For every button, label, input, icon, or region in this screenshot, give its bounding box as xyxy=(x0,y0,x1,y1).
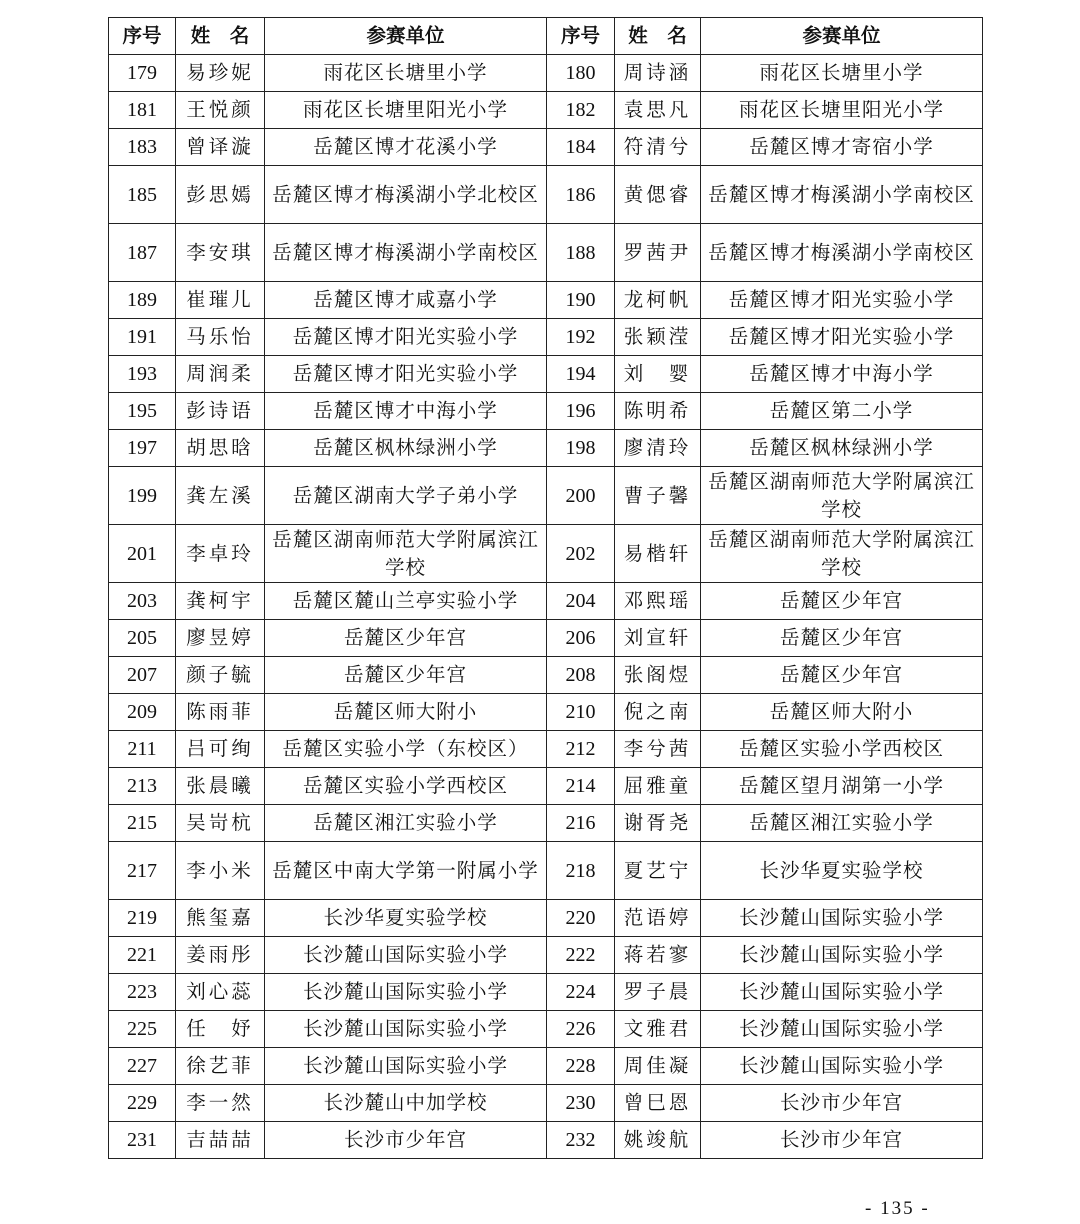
row-number: 220 xyxy=(547,900,615,937)
participant-school: 岳麓区湖南师范大学附属滨江学校 xyxy=(265,525,547,583)
row-number: 222 xyxy=(547,937,615,974)
participant-school: 岳麓区博才花溪小学 xyxy=(265,129,547,166)
participant-name: 廖清玲 xyxy=(615,430,701,467)
participant-name: 彭思嫣 xyxy=(176,166,265,224)
row-number: 198 xyxy=(547,430,615,467)
participant-school: 雨花区长塘里阳光小学 xyxy=(265,92,547,129)
participant-school: 长沙麓山国际实验小学 xyxy=(265,1011,547,1048)
row-number: 196 xyxy=(547,393,615,430)
row-number: 190 xyxy=(547,282,615,319)
row-number: 230 xyxy=(547,1085,615,1122)
participant-name: 黄偲睿 xyxy=(615,166,701,224)
table-row xyxy=(109,583,983,620)
table-row xyxy=(109,55,983,92)
participant-school: 岳麓区博才梅溪湖小学北校区 xyxy=(265,166,547,224)
participant-name: 张阁煜 xyxy=(615,657,701,694)
participant-school: 长沙市少年宫 xyxy=(701,1085,983,1122)
participant-name: 蒋若寥 xyxy=(615,937,701,974)
participant-school: 长沙麓山国际实验小学 xyxy=(701,937,983,974)
participant-name: 夏艺宁 xyxy=(615,842,701,900)
participant-school: 岳麓区少年宫 xyxy=(265,657,547,694)
row-number: 215 xyxy=(109,805,176,842)
row-number: 204 xyxy=(547,583,615,620)
table-row xyxy=(109,694,983,731)
row-number: 189 xyxy=(109,282,176,319)
row-number: 200 xyxy=(547,467,615,525)
participant-name: 倪之南 xyxy=(615,694,701,731)
participant-name: 刘 婴 xyxy=(615,356,701,393)
participant-school: 岳麓区博才阳光实验小学 xyxy=(265,319,547,356)
participant-name: 曾译漩 xyxy=(176,129,265,166)
row-number: 201 xyxy=(109,525,176,583)
header-num: 序号 xyxy=(109,18,176,55)
table-row xyxy=(109,525,983,583)
table-row xyxy=(109,974,983,1011)
row-number: 226 xyxy=(547,1011,615,1048)
participant-school: 岳麓区博才梅溪湖小学南校区 xyxy=(701,166,983,224)
participant-name: 胡思晗 xyxy=(176,430,265,467)
participant-name: 罗子晨 xyxy=(615,974,701,1011)
row-number: 184 xyxy=(547,129,615,166)
row-number: 186 xyxy=(547,166,615,224)
participant-school: 岳麓区实验小学西校区 xyxy=(265,768,547,805)
participant-name: 徐艺菲 xyxy=(176,1048,265,1085)
row-number: 187 xyxy=(109,224,176,282)
header-num-2: 序号 xyxy=(547,18,615,55)
participant-school: 岳麓区博才咸嘉小学 xyxy=(265,282,547,319)
row-number: 223 xyxy=(109,974,176,1011)
participant-name: 易楷轩 xyxy=(615,525,701,583)
participant-school: 岳麓区博才中海小学 xyxy=(265,393,547,430)
participant-school: 岳麓区少年宫 xyxy=(701,620,983,657)
participant-school: 长沙麓山国际实验小学 xyxy=(701,1048,983,1085)
row-number: 195 xyxy=(109,393,176,430)
row-number: 227 xyxy=(109,1048,176,1085)
table-row xyxy=(109,731,983,768)
participant-name: 邓熙瑶 xyxy=(615,583,701,620)
participant-name: 王悦颜 xyxy=(176,92,265,129)
table-row xyxy=(109,768,983,805)
participant-school: 岳麓区师大附小 xyxy=(265,694,547,731)
row-number: 212 xyxy=(547,731,615,768)
header-row xyxy=(109,18,983,55)
row-number: 191 xyxy=(109,319,176,356)
table-row xyxy=(109,805,983,842)
row-number: 199 xyxy=(109,467,176,525)
row-number: 182 xyxy=(547,92,615,129)
participant-name: 罗茜尹 xyxy=(615,224,701,282)
participant-school: 岳麓区枫林绿洲小学 xyxy=(701,430,983,467)
participant-school: 长沙麓山国际实验小学 xyxy=(265,937,547,974)
row-number: 219 xyxy=(109,900,176,937)
participant-name: 屈雅童 xyxy=(615,768,701,805)
participant-name: 张晨曦 xyxy=(176,768,265,805)
participant-name: 彭诗语 xyxy=(176,393,265,430)
row-number: 221 xyxy=(109,937,176,974)
row-number: 208 xyxy=(547,657,615,694)
participant-school: 岳麓区少年宫 xyxy=(701,583,983,620)
participant-school: 长沙华夏实验学校 xyxy=(701,842,983,900)
table-row xyxy=(109,1048,983,1085)
participant-name: 符清兮 xyxy=(615,129,701,166)
participant-name: 谢胥尧 xyxy=(615,805,701,842)
participant-name: 熊玺嘉 xyxy=(176,900,265,937)
participant-name: 周润柔 xyxy=(176,356,265,393)
table-row xyxy=(109,842,983,900)
participant-school: 岳麓区博才阳光实验小学 xyxy=(701,319,983,356)
participant-school: 岳麓区博才阳光实验小学 xyxy=(701,282,983,319)
participant-name: 龚左溪 xyxy=(176,467,265,525)
row-number: 224 xyxy=(547,974,615,1011)
participant-name: 袁思凡 xyxy=(615,92,701,129)
participant-name: 周佳凝 xyxy=(615,1048,701,1085)
participant-name: 姚竣航 xyxy=(615,1122,701,1159)
participant-name: 李一然 xyxy=(176,1085,265,1122)
row-number: 203 xyxy=(109,583,176,620)
table-row xyxy=(109,282,983,319)
participant-name: 吕可绚 xyxy=(176,731,265,768)
participant-name: 吴岢杭 xyxy=(176,805,265,842)
participant-school: 岳麓区麓山兰亭实验小学 xyxy=(265,583,547,620)
row-number: 231 xyxy=(109,1122,176,1159)
participant-school: 长沙麓山国际实验小学 xyxy=(701,900,983,937)
table-row xyxy=(109,620,983,657)
row-number: 207 xyxy=(109,657,176,694)
table-row xyxy=(109,1011,983,1048)
participant-name: 马乐怡 xyxy=(176,319,265,356)
row-number: 181 xyxy=(109,92,176,129)
participant-name: 陈明希 xyxy=(615,393,701,430)
header-name: 姓 名 xyxy=(176,18,265,55)
header-org-2: 参赛单位 xyxy=(701,18,983,55)
header-name-2: 姓 名 xyxy=(615,18,701,55)
header-org: 参赛单位 xyxy=(265,18,547,55)
table-row xyxy=(109,467,983,525)
participant-name: 刘宣轩 xyxy=(615,620,701,657)
row-number: 193 xyxy=(109,356,176,393)
table-row xyxy=(109,224,983,282)
participant-school: 雨花区长塘里小学 xyxy=(265,55,547,92)
table-row xyxy=(109,657,983,694)
table-row xyxy=(109,356,983,393)
participant-school: 雨花区长塘里阳光小学 xyxy=(701,92,983,129)
row-number: 209 xyxy=(109,694,176,731)
participant-name: 李卓玲 xyxy=(176,525,265,583)
participant-name: 崔璀儿 xyxy=(176,282,265,319)
row-number: 188 xyxy=(547,224,615,282)
participant-name: 颜子毓 xyxy=(176,657,265,694)
participant-school: 长沙麓山国际实验小学 xyxy=(265,1048,547,1085)
page-number: - 135 - xyxy=(865,1198,930,1219)
row-number: 228 xyxy=(547,1048,615,1085)
participant-name: 吉喆喆 xyxy=(176,1122,265,1159)
participant-school: 长沙麓山国际实验小学 xyxy=(701,974,983,1011)
participant-name: 易珍妮 xyxy=(176,55,265,92)
participant-school: 岳麓区博才梅溪湖小学南校区 xyxy=(701,224,983,282)
participant-school: 岳麓区博才寄宿小学 xyxy=(701,129,983,166)
participant-school: 长沙市少年宫 xyxy=(265,1122,547,1159)
table-row xyxy=(109,430,983,467)
participant-school: 长沙麓山国际实验小学 xyxy=(701,1011,983,1048)
row-number: 211 xyxy=(109,731,176,768)
participant-school: 长沙市少年宫 xyxy=(701,1122,983,1159)
participant-name: 刘心蕊 xyxy=(176,974,265,1011)
participant-school: 岳麓区少年宫 xyxy=(701,657,983,694)
participant-name: 龙柯帆 xyxy=(615,282,701,319)
row-number: 194 xyxy=(547,356,615,393)
participant-name: 李小米 xyxy=(176,842,265,900)
table-row xyxy=(109,1085,983,1122)
participant-name: 任 妤 xyxy=(176,1011,265,1048)
row-number: 206 xyxy=(547,620,615,657)
participant-school: 长沙华夏实验学校 xyxy=(265,900,547,937)
participant-school: 岳麓区湖南大学子弟小学 xyxy=(265,467,547,525)
participant-school: 岳麓区实验小学西校区 xyxy=(701,731,983,768)
participant-school: 岳麓区师大附小 xyxy=(701,694,983,731)
participant-name: 龚柯宇 xyxy=(176,583,265,620)
table-row xyxy=(109,900,983,937)
participant-name: 姜雨彤 xyxy=(176,937,265,974)
row-number: 202 xyxy=(547,525,615,583)
participant-name: 曹子馨 xyxy=(615,467,701,525)
participant-school: 长沙麓山国际实验小学 xyxy=(265,974,547,1011)
row-number: 192 xyxy=(547,319,615,356)
row-number: 210 xyxy=(547,694,615,731)
participant-school: 岳麓区湘江实验小学 xyxy=(701,805,983,842)
participant-school: 岳麓区望月湖第一小学 xyxy=(701,768,983,805)
row-number: 217 xyxy=(109,842,176,900)
table-row xyxy=(109,393,983,430)
table-row xyxy=(109,166,983,224)
row-number: 225 xyxy=(109,1011,176,1048)
participant-name: 李安琪 xyxy=(176,224,265,282)
row-number: 185 xyxy=(109,166,176,224)
row-number: 183 xyxy=(109,129,176,166)
row-number: 214 xyxy=(547,768,615,805)
participant-school: 岳麓区枫林绿洲小学 xyxy=(265,430,547,467)
row-number: 180 xyxy=(547,55,615,92)
participant-school: 岳麓区博才中海小学 xyxy=(701,356,983,393)
participant-name: 文雅君 xyxy=(615,1011,701,1048)
table-row xyxy=(109,129,983,166)
table-row xyxy=(109,92,983,129)
participant-school: 岳麓区博才阳光实验小学 xyxy=(265,356,547,393)
row-number: 197 xyxy=(109,430,176,467)
participant-name: 周诗涵 xyxy=(615,55,701,92)
row-number: 213 xyxy=(109,768,176,805)
participant-school: 雨花区长塘里小学 xyxy=(701,55,983,92)
participant-school: 长沙麓山中加学校 xyxy=(265,1085,547,1122)
row-number: 179 xyxy=(109,55,176,92)
participant-school: 岳麓区湖南师范大学附属滨江学校 xyxy=(701,525,983,583)
table-row xyxy=(109,937,983,974)
participant-school: 岳麓区实验小学（东校区） xyxy=(265,731,547,768)
participant-school: 岳麓区中南大学第一附属小学 xyxy=(265,842,547,900)
participant-school: 岳麓区博才梅溪湖小学南校区 xyxy=(265,224,547,282)
participant-school: 岳麓区湖南师范大学附属滨江学校 xyxy=(701,467,983,525)
participant-school: 岳麓区少年宫 xyxy=(265,620,547,657)
row-number: 218 xyxy=(547,842,615,900)
table-row xyxy=(109,1122,983,1159)
participant-name: 张颖滢 xyxy=(615,319,701,356)
row-number: 205 xyxy=(109,620,176,657)
row-number: 216 xyxy=(547,805,615,842)
participant-name: 廖昱婷 xyxy=(176,620,265,657)
participant-school: 岳麓区第二小学 xyxy=(701,393,983,430)
table-row xyxy=(109,319,983,356)
participant-name: 曾巳恩 xyxy=(615,1085,701,1122)
participant-name: 陈雨菲 xyxy=(176,694,265,731)
row-number: 232 xyxy=(547,1122,615,1159)
participant-name: 范语婷 xyxy=(615,900,701,937)
row-number: 229 xyxy=(109,1085,176,1122)
participant-name: 李兮茜 xyxy=(615,731,701,768)
roster-table xyxy=(108,17,983,1159)
participant-school: 岳麓区湘江实验小学 xyxy=(265,805,547,842)
